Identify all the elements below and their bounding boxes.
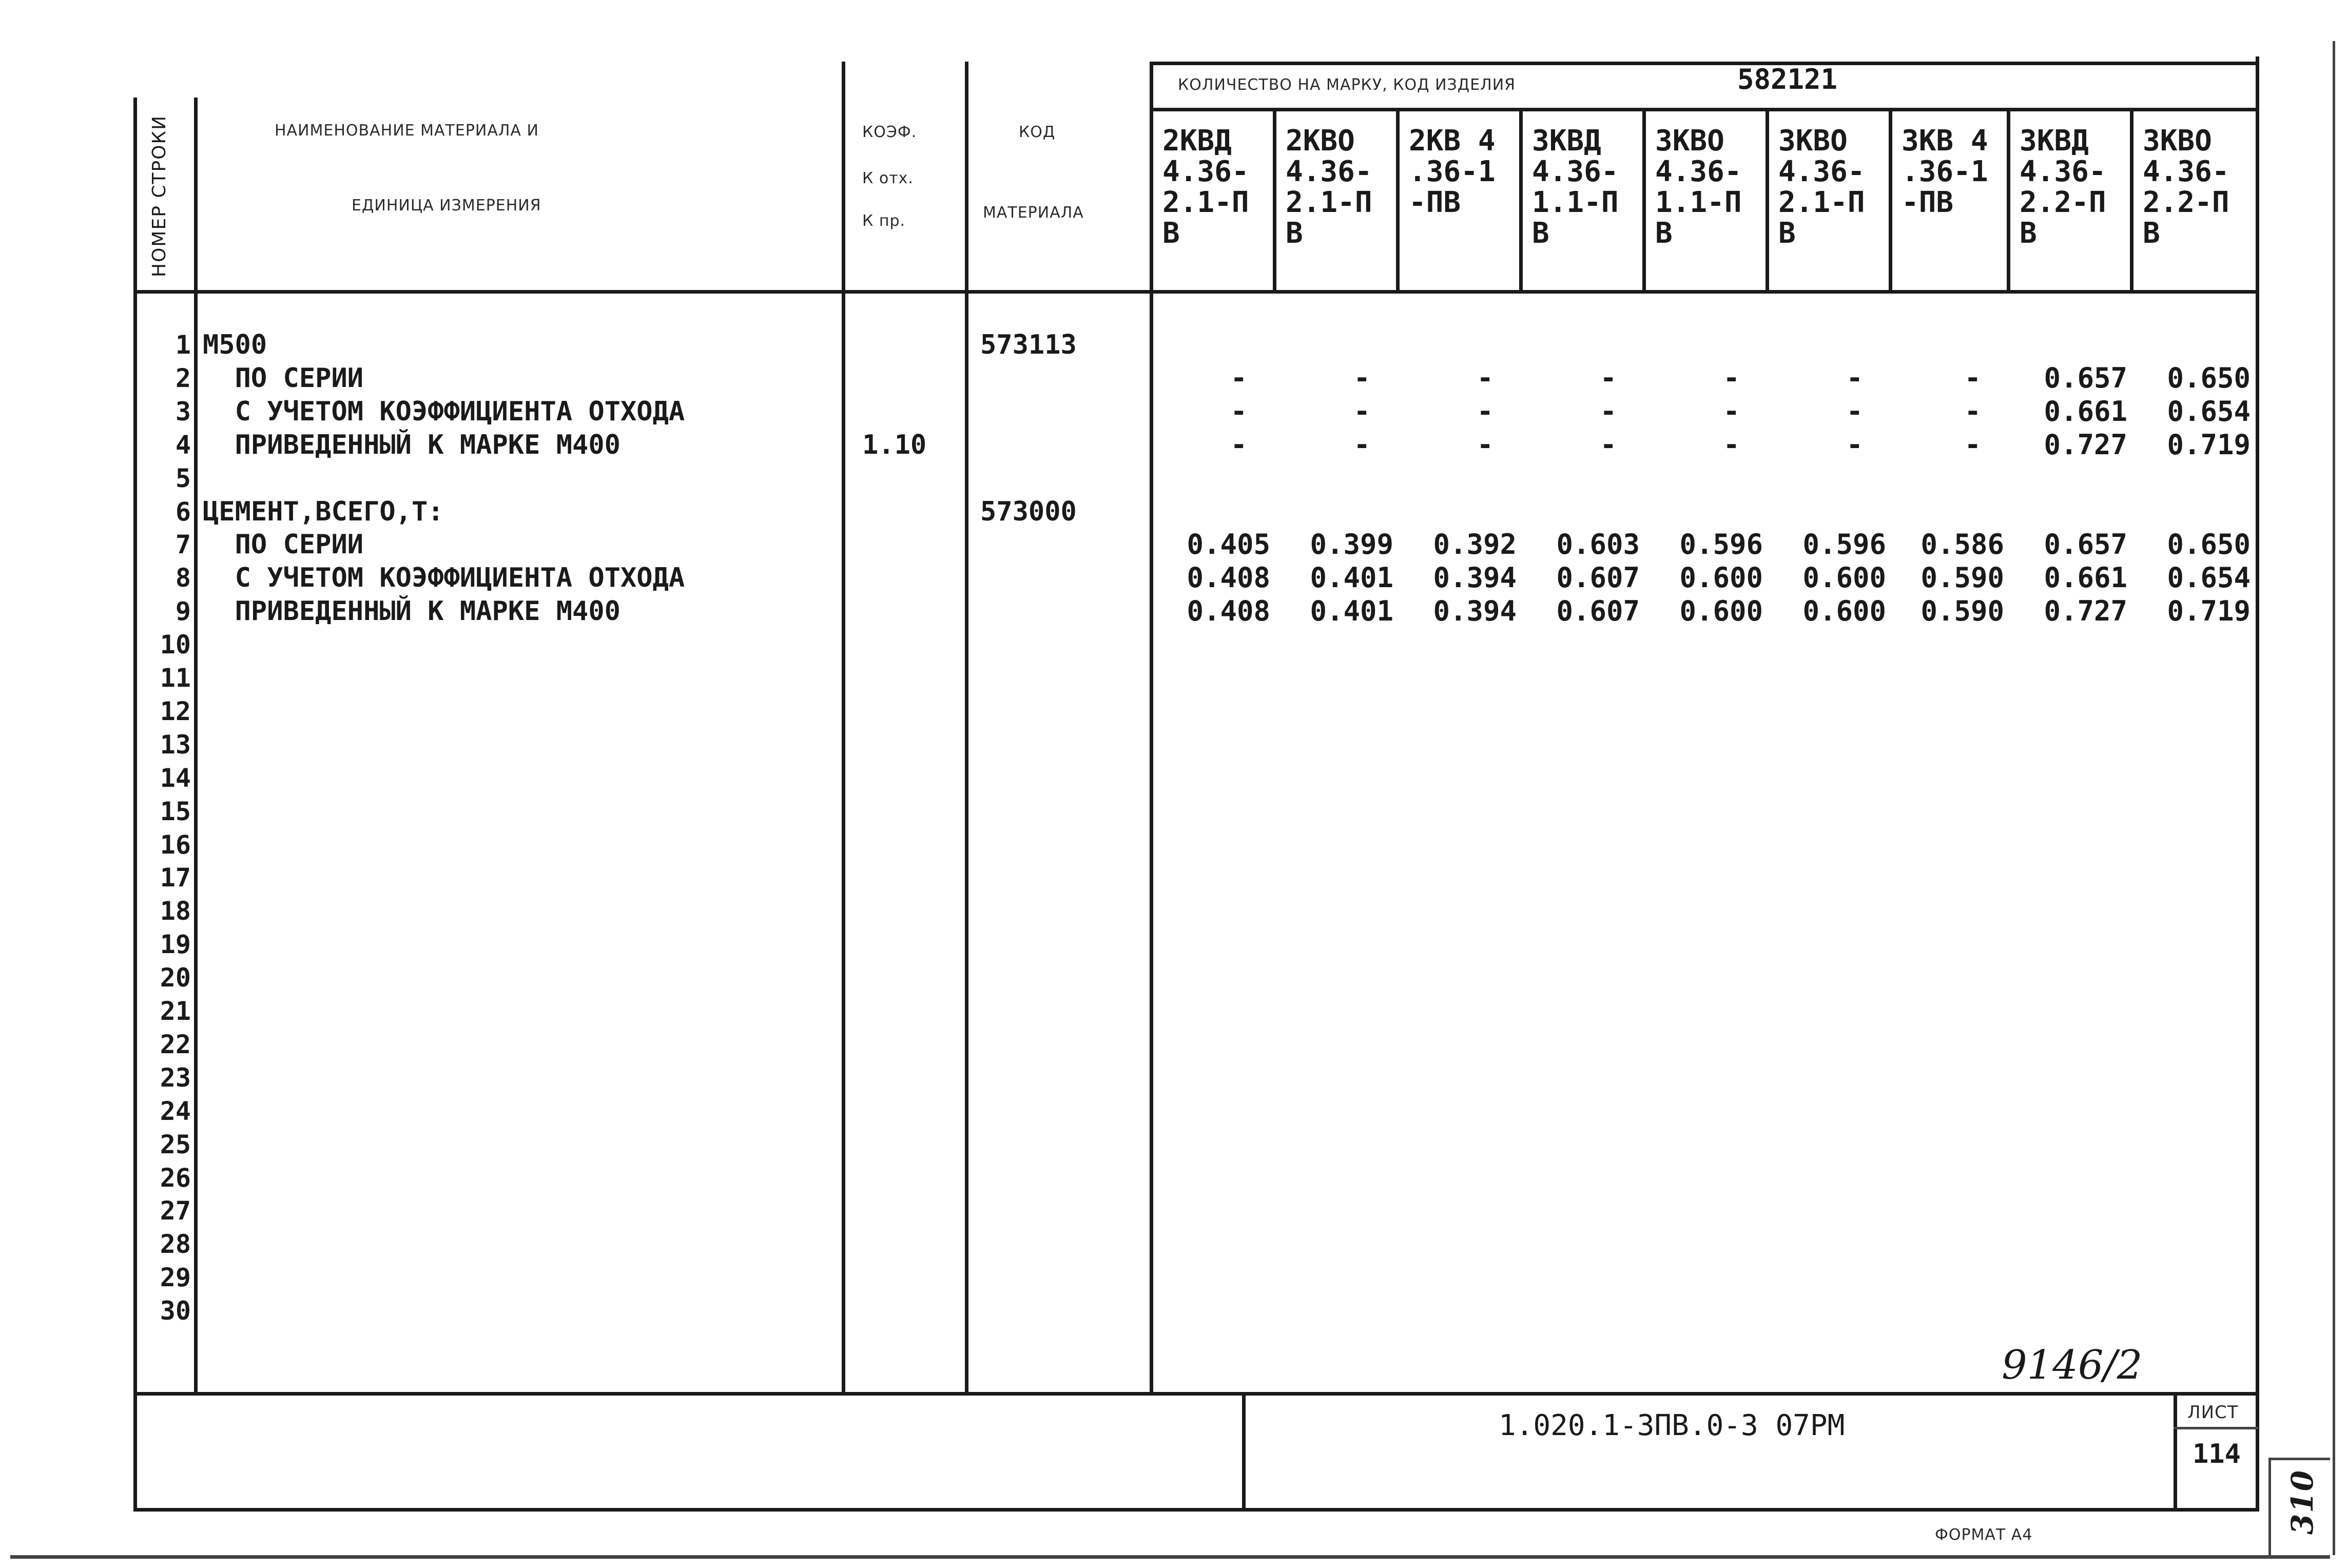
row-number: 26 — [160, 1163, 191, 1193]
quantity-cell: 0.596 — [1679, 528, 1763, 561]
quantity-cell: - — [1477, 361, 1493, 394]
material-name: ЦЕМЕНТ,ВСЕГО,Т: — [203, 496, 444, 527]
col-divider-2 — [1396, 110, 1400, 293]
right-edge-line — [2333, 41, 2335, 1555]
quantity-cell: - — [1964, 361, 1981, 394]
material-name: ПО СЕРИИ — [203, 529, 364, 560]
quantity-header-line — [1150, 108, 2258, 111]
column-header-line: 3КВ 4 — [1902, 124, 1988, 158]
column-header-line: В — [1162, 217, 1180, 250]
row-number: 15 — [160, 796, 191, 826]
column-header-line: В — [1532, 217, 1549, 250]
column-header-line: 2КВ 4 — [1409, 124, 1496, 158]
column-header-line: 2.2-П — [2143, 186, 2229, 219]
column-header-line: 1.1-П — [1655, 186, 1742, 219]
column-header-line: 3КВД — [1532, 124, 1601, 158]
quantity-cell: 0.392 — [1433, 528, 1517, 561]
name-divider — [842, 62, 845, 1393]
quantity-cell: - — [1964, 428, 1981, 461]
row-number: 29 — [160, 1263, 191, 1293]
column-header-line: В — [2020, 217, 2037, 250]
row-number: 21 — [160, 996, 191, 1026]
column-header-line: 4.36- — [1532, 155, 1619, 188]
quantity-cell: 0.657 — [2044, 528, 2127, 561]
row-number-header: НОМЕР СТРОКИ — [149, 114, 170, 277]
quantity-cell: 0.600 — [1802, 562, 1886, 594]
table-bottom-line — [133, 1392, 2258, 1396]
code-header-line2: МАТЕРИАЛА — [983, 204, 1084, 222]
coef-divider — [965, 62, 968, 1393]
quantity-cell: 0.590 — [1921, 595, 2004, 628]
quantity-cell: - — [1723, 395, 1740, 428]
quantity-cell: 0.727 — [2044, 595, 2127, 628]
sheet-number: 114 — [2193, 1439, 2241, 1469]
column-header-line: 3КВО — [2143, 124, 2212, 158]
column-header-line: 2КВО — [1286, 124, 1355, 158]
quantity-cell: 0.401 — [1310, 562, 1393, 594]
row-number: 19 — [160, 930, 191, 960]
row-number: 2 — [175, 363, 191, 393]
side-box-left — [2268, 1458, 2271, 1555]
quantity-cell: - — [1846, 428, 1863, 461]
row-number: 13 — [160, 729, 191, 760]
quantity-cell: - — [1230, 395, 1247, 428]
quantity-cell: 0.727 — [2044, 428, 2127, 461]
material-code: 573000 — [980, 496, 1077, 527]
row-number: 17 — [160, 863, 191, 893]
frame-top-line — [1150, 62, 2258, 65]
column-header-line: 4.36- — [2020, 155, 2106, 188]
quantity-cell: - — [1600, 395, 1617, 428]
quantity-cell: 0.600 — [1679, 595, 1763, 628]
quantity-cell: 0.405 — [1187, 528, 1270, 561]
quantity-cell: 0.603 — [1556, 528, 1640, 561]
coef-header-line1: КОЭФ. — [862, 123, 917, 141]
quantity-cell: 0.650 — [2167, 361, 2251, 394]
row-number: 25 — [160, 1129, 191, 1159]
sheet-label-line — [2174, 1427, 2258, 1429]
column-header-line: 4.36- — [1778, 155, 1865, 188]
column-header-line: 1.1-П — [1532, 186, 1619, 219]
quantity-cell: 0.600 — [1679, 562, 1763, 594]
row-number: 28 — [160, 1229, 191, 1260]
column-header-line: -ПВ — [1409, 186, 1461, 219]
row-number: 1 — [175, 330, 191, 360]
quantity-cell: - — [1600, 428, 1617, 461]
code-divider — [1150, 62, 1153, 1393]
column-header-line: 3КВО — [1655, 124, 1724, 158]
frame-left-line — [133, 98, 137, 1512]
quantity-header: КОЛИЧЕСТВО НА МАРКУ, КОД ИЗДЕЛИЯ — [1178, 76, 1516, 94]
quantity-cell: 0.719 — [2167, 595, 2251, 628]
row-number: 9 — [175, 596, 191, 627]
quantity-cell: 0.408 — [1187, 562, 1270, 594]
frame-right-line — [2256, 56, 2259, 1512]
column-header-line: 3КВО — [1778, 124, 1848, 158]
quantity-cell: 0.590 — [1921, 562, 2004, 594]
quantity-cell: - — [1230, 361, 1247, 394]
quantity-cell: - — [1353, 428, 1370, 461]
quantity-cell: 0.661 — [2044, 395, 2127, 428]
titleblock-divider-sheet — [2174, 1392, 2177, 1511]
handwritten-number: 9146/2 — [2002, 1342, 2143, 1388]
material-name-header-line1: НАИМЕНОВАНИЕ МАТЕРИАЛА И — [275, 122, 539, 140]
coef-header-line2: К отх. — [862, 169, 914, 187]
quantity-cell: 0.586 — [1921, 528, 2004, 561]
rownum-divider — [194, 98, 198, 1393]
column-header-line: .36-1 — [1409, 155, 1496, 188]
quantity-cell: - — [1964, 395, 1981, 428]
material-name: М500 — [203, 330, 267, 360]
column-header-line: 2КВД — [1162, 124, 1232, 158]
outer-bottom-line — [10, 1555, 2330, 1559]
quantity-cell: - — [1600, 361, 1617, 394]
col-divider-3 — [1519, 110, 1523, 293]
column-header-line: В — [1778, 217, 1796, 250]
column-header-line: 2.1-П — [1778, 186, 1865, 219]
quantity-cell: 0.596 — [1802, 528, 1886, 561]
col-divider-4 — [1642, 110, 1646, 293]
quantity-cell: 0.661 — [2044, 562, 2127, 594]
header-bottom-line — [133, 290, 2258, 294]
row-number: 27 — [160, 1196, 191, 1226]
column-header-line: 4.36- — [1286, 155, 1372, 188]
quantity-cell: - — [1230, 428, 1247, 461]
row-number: 12 — [160, 696, 191, 726]
column-header-line: 4.36- — [2143, 155, 2229, 188]
quantity-cell: 0.650 — [2167, 528, 2251, 561]
row-number: 5 — [175, 463, 191, 493]
column-header-line: .36-1 — [1902, 155, 1988, 188]
row-number: 23 — [160, 1062, 191, 1093]
row-number: 8 — [175, 563, 191, 593]
quantity-cell: 0.394 — [1433, 562, 1517, 594]
side-box-top — [2268, 1458, 2330, 1460]
quantity-cell: - — [1353, 361, 1370, 394]
quantity-cell: - — [1477, 395, 1493, 428]
coefficient-value: 1.10 — [862, 429, 927, 460]
quantity-cell: 0.607 — [1556, 595, 1640, 628]
col-divider-8 — [2130, 110, 2133, 293]
column-header-line: -ПВ — [1902, 186, 1954, 219]
quantity-cell: - — [1723, 361, 1740, 394]
material-name: С УЧЕТОМ КОЭФФИЦИЕНТА ОТХОДА — [203, 396, 685, 427]
row-number: 4 — [175, 430, 191, 460]
material-name: ПО СЕРИИ — [203, 362, 364, 394]
material-name: С УЧЕТОМ КОЭФФИЦИЕНТА ОТХОДА — [203, 563, 685, 594]
side-number: 310 — [2285, 1469, 2320, 1535]
quantity-cell: - — [1477, 428, 1493, 461]
quantity-cell: - — [1846, 361, 1863, 394]
row-number: 3 — [175, 396, 191, 427]
row-number: 14 — [160, 763, 191, 793]
col-divider-1 — [1273, 110, 1276, 293]
row-number: 10 — [160, 630, 191, 660]
format-label: ФОРМАТ А4 — [1935, 1526, 2033, 1544]
document-code: 1.020.1-3ПВ.0-3 07РМ — [1499, 1409, 1845, 1442]
row-number: 6 — [175, 496, 191, 527]
quantity-cell: 0.394 — [1433, 595, 1517, 628]
quantity-cell: - — [1846, 395, 1863, 428]
code-header-line1: КОД — [1019, 123, 1056, 141]
frame-bottom-line — [133, 1508, 2258, 1512]
col-divider-6 — [1889, 110, 1892, 293]
quantity-cell: 0.607 — [1556, 562, 1640, 594]
quantity-cell: - — [1353, 395, 1370, 428]
sheet-label: ЛИСТ — [2187, 1402, 2239, 1423]
titleblock-divider-left — [1242, 1392, 1246, 1511]
quantity-cell: - — [1723, 428, 1740, 461]
quantity-cell: 0.654 — [2167, 395, 2251, 428]
column-header-line: 2.2-П — [2020, 186, 2106, 219]
quantity-cell: 0.657 — [2044, 361, 2127, 394]
column-header-line: В — [2143, 217, 2160, 250]
column-header-line: 2.1-П — [1286, 186, 1372, 219]
material-name-header-line2: ЕДИНИЦА ИЗМЕРЕНИЯ — [352, 197, 541, 215]
row-number: 18 — [160, 896, 191, 926]
quantity-cell: 0.654 — [2167, 562, 2251, 594]
column-header-line: 4.36- — [1655, 155, 1742, 188]
row-number: 22 — [160, 1029, 191, 1059]
column-header-line: 3КВД — [2020, 124, 2089, 158]
row-number: 7 — [175, 530, 191, 560]
product-code: 582121 — [1737, 63, 1838, 95]
material-code: 573113 — [980, 330, 1077, 360]
col-divider-7 — [2007, 110, 2010, 293]
column-header-line: 2.1-П — [1162, 186, 1249, 219]
quantity-cell: 0.408 — [1187, 595, 1270, 628]
material-name: ПРИВЕДЕННЫЙ К МАРКЕ М400 — [203, 429, 620, 460]
col-divider-5 — [1766, 110, 1769, 293]
material-name: ПРИВЕДЕННЫЙ К МАРКЕ М400 — [203, 596, 620, 627]
quantity-cell: 0.719 — [2167, 428, 2251, 461]
coef-header-line3: К пр. — [862, 212, 906, 230]
row-number: 30 — [160, 1296, 191, 1326]
quantity-cell: 0.399 — [1310, 528, 1393, 561]
row-number: 16 — [160, 829, 191, 860]
row-number: 20 — [160, 963, 191, 993]
row-number: 11 — [160, 663, 191, 693]
row-number: 24 — [160, 1096, 191, 1126]
quantity-cell: 0.600 — [1802, 595, 1886, 628]
column-header-line: В — [1286, 217, 1303, 250]
column-header-line: В — [1655, 217, 1673, 250]
quantity-cell: 0.401 — [1310, 595, 1393, 628]
column-header-line: 4.36- — [1162, 155, 1249, 188]
